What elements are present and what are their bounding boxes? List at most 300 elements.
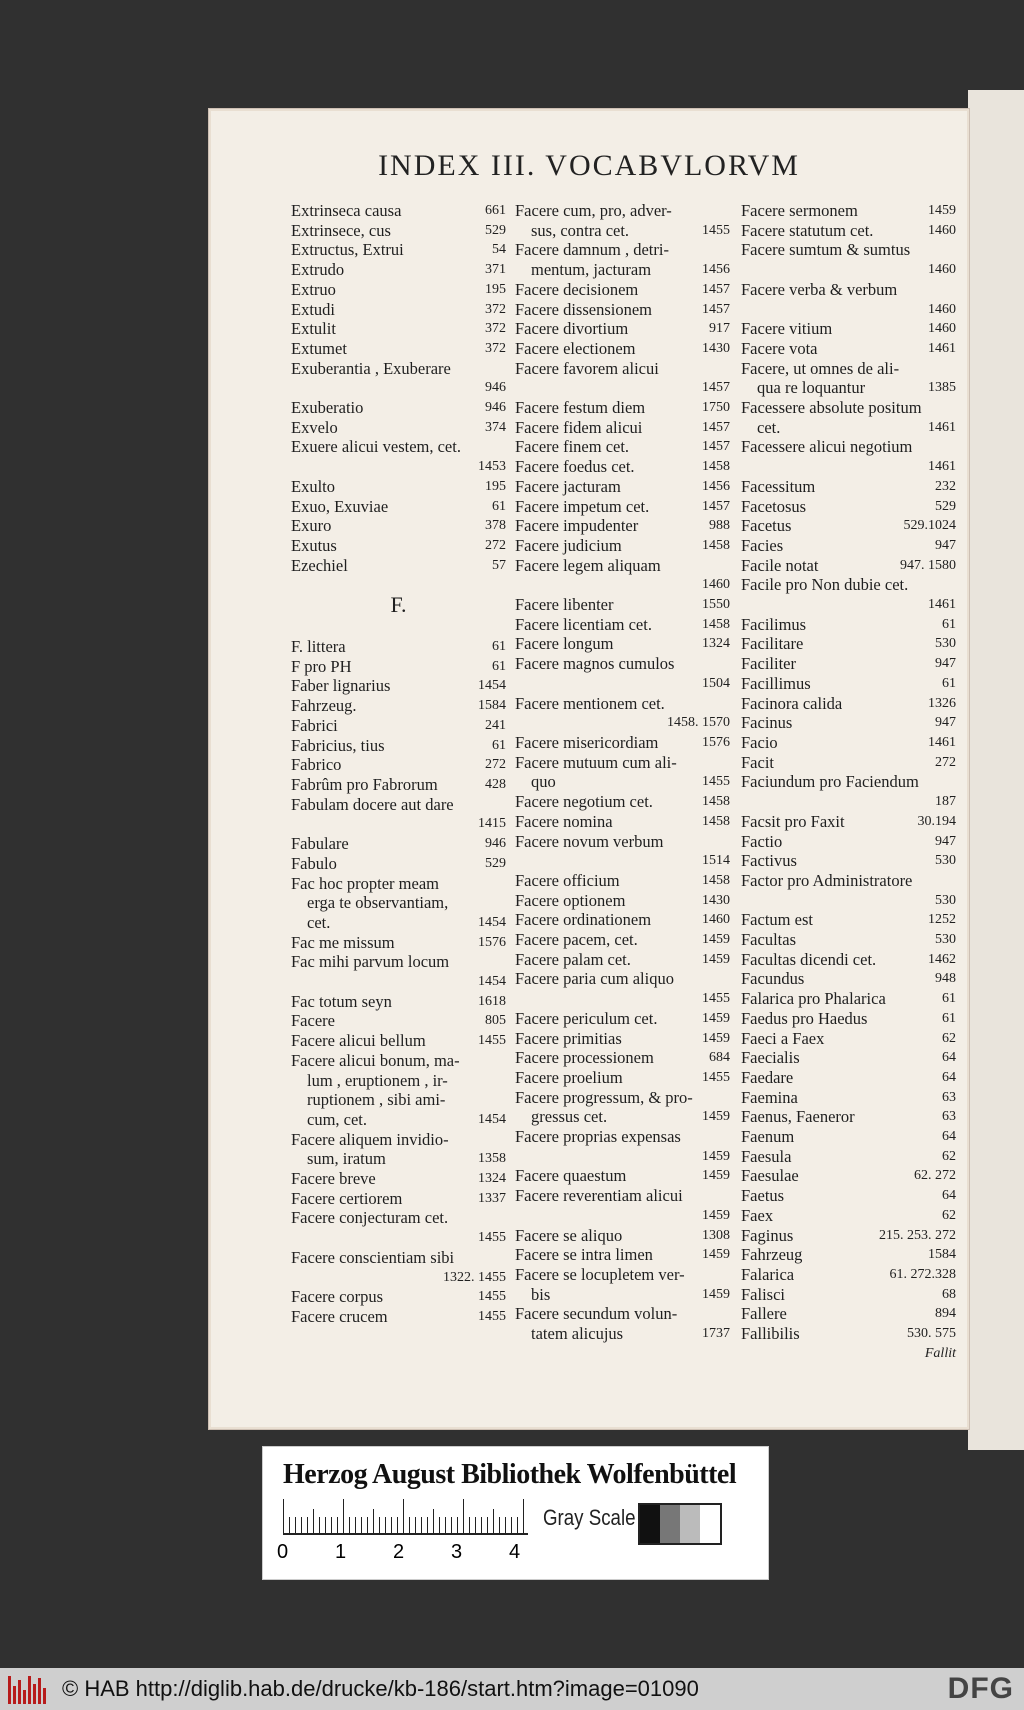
- library-color-card: [262, 1446, 769, 1580]
- index-entry: [291, 516, 506, 536]
- entry-page-number: 1385: [928, 380, 956, 396]
- index-entry: [741, 418, 956, 438]
- entry-term: Fac hoc propter meam: [291, 873, 439, 893]
- entry-page-number: 68: [942, 1286, 956, 1302]
- entry-term: Facere dissensionem: [515, 299, 653, 319]
- entry-term: Facere periculum cet.: [515, 1008, 658, 1028]
- entry-page-number: 684: [709, 1050, 730, 1066]
- index-entry: [741, 1304, 956, 1324]
- entry-term: Facessere alicui negotium: [741, 437, 913, 457]
- entry-page-number: 1462: [928, 951, 956, 967]
- ruler-tick: [481, 1517, 482, 1533]
- index-entry: [515, 595, 730, 615]
- entry-term: Extulit: [291, 319, 336, 339]
- entry-term: lum , eruptionem , ir-: [307, 1070, 448, 1090]
- entry-page-number: 1457: [702, 498, 730, 514]
- entry-page-number: 61. 272.328: [889, 1266, 956, 1282]
- entry-term: Facere finem cet.: [515, 437, 630, 457]
- catchword: Fallit: [924, 1345, 956, 1361]
- entry-page-number: 64: [942, 1188, 956, 1204]
- index-entry: [515, 477, 730, 497]
- entry-page-number: 64: [942, 1050, 956, 1066]
- entry-page-number: 232: [935, 478, 956, 494]
- gray-swatch-black: [640, 1505, 660, 1543]
- ruler-tick: [457, 1517, 458, 1533]
- page-reference: 1458. 1570: [667, 715, 730, 731]
- entry-term: Exuere alicui vestem, cet.: [291, 437, 461, 457]
- entry-term: gressus cet.: [531, 1107, 608, 1127]
- entry-term: Facillimus: [741, 673, 811, 693]
- entry-page-number: 1459: [702, 951, 730, 967]
- index-entry: [741, 634, 956, 654]
- entry-term: Factio: [741, 831, 783, 851]
- index-entry: [515, 418, 730, 438]
- index-entry: [515, 260, 730, 280]
- entry-term: Faetus: [741, 1186, 785, 1206]
- entry-term: Facessere absolute positum: [741, 398, 922, 418]
- entry-term: Facinora calida: [741, 693, 843, 713]
- entry-term: erga te observantiam,: [307, 893, 449, 913]
- gray-swatch-dark: [660, 1505, 680, 1543]
- entry-term: Facere corpus: [291, 1287, 384, 1307]
- entry-term: Facsit pro Faxit: [741, 811, 845, 831]
- section-letter: F.: [390, 592, 407, 618]
- entry-page-number: 371: [485, 262, 506, 278]
- ruler-tick: [343, 1499, 344, 1533]
- page-reference: 1460: [702, 577, 730, 593]
- index-entry: [741, 950, 956, 970]
- index-entry: [515, 1245, 730, 1265]
- entry-term: Facessitum: [741, 476, 816, 496]
- index-column-2: [515, 201, 730, 1344]
- index-entry: [291, 1071, 506, 1091]
- ruler-tick: [385, 1517, 386, 1533]
- index-entry: [291, 657, 506, 677]
- index-entry: [515, 536, 730, 556]
- entry-page-number: 1456: [702, 262, 730, 278]
- entry-term: Facere reverentiam alicui: [515, 1186, 683, 1206]
- entry-page-number: 530: [935, 932, 956, 948]
- index-entry: [291, 221, 506, 241]
- entry-term: quo: [531, 772, 556, 792]
- index-entry: [741, 437, 956, 457]
- index-entry: [741, 398, 956, 418]
- entry-page-number: 894: [935, 1306, 956, 1322]
- entry-term: Faedus pro Haedus: [741, 1008, 868, 1028]
- ruler-number: 0: [277, 1541, 289, 1563]
- index-entry: [515, 733, 730, 753]
- index-entry: [291, 755, 506, 775]
- index-entry: [291, 201, 506, 221]
- index-entry: [741, 477, 956, 497]
- entry-term: Facere magnos cumulos: [515, 654, 675, 674]
- ruler-number: 4: [509, 1541, 521, 1563]
- entry-term: Fabulare: [291, 834, 349, 854]
- entry-page-number: 1358: [478, 1151, 506, 1167]
- entry-term: Faenus, Faeneror: [741, 1107, 855, 1127]
- index-entry: [515, 969, 730, 989]
- entry-page-number: 1457: [702, 301, 730, 317]
- entry-page-number: 1750: [702, 400, 730, 416]
- entry-term: Faemina: [741, 1087, 798, 1107]
- entry-term: Facere libenter: [515, 595, 614, 615]
- entry-term: Facere processionem: [515, 1048, 654, 1068]
- entry-term: mentum, jacturam: [531, 260, 652, 280]
- index-entry: [291, 240, 506, 260]
- entry-term: Facere quaestum: [515, 1166, 627, 1186]
- entry-page-number: 1457: [702, 281, 730, 297]
- ruler-tick: [475, 1517, 476, 1533]
- ruler-tick: [415, 1517, 416, 1533]
- index-entry: [741, 1245, 956, 1265]
- entry-term: Exuo, Exuviae: [291, 496, 389, 516]
- entry-term: qua re loquantur: [757, 378, 866, 398]
- entry-page-number: 530: [935, 636, 956, 652]
- index-entry: [741, 713, 956, 733]
- entry-term: Facile pro Non dubie cet.: [741, 575, 909, 595]
- entry-page-number: 62: [942, 1207, 956, 1223]
- entry-term: Facere verba & verbum: [741, 279, 898, 299]
- index-entry: [291, 536, 506, 556]
- entry-term: Facere se intra limen: [515, 1245, 653, 1265]
- entry-term: Fac mihi parvum locum: [291, 952, 450, 972]
- ruler-tick: [295, 1517, 296, 1533]
- page-reference: 946: [485, 380, 506, 396]
- index-entry: [291, 1149, 506, 1169]
- ruler-tick: [319, 1517, 320, 1533]
- entry-page-number: 946: [485, 400, 506, 416]
- index-entry: [741, 1029, 956, 1049]
- viewer-footer: [0, 1668, 1024, 1710]
- entry-page-number: 1458: [702, 459, 730, 475]
- entry-term: sus, contra cet.: [531, 220, 630, 240]
- entry-page-number: 195: [485, 478, 506, 494]
- entry-term: Falisci: [741, 1284, 785, 1304]
- entry-term: Faciliter: [741, 654, 796, 674]
- entry-page-number: 1457: [702, 439, 730, 455]
- page-reference: 1459: [702, 1207, 730, 1223]
- index-entry: [291, 437, 506, 457]
- entry-page-number: 1458: [702, 813, 730, 829]
- entry-page-number: 948: [935, 971, 956, 987]
- entry-page-number: 1576: [702, 734, 730, 750]
- index-entry: [515, 221, 730, 241]
- entry-page-number: 1459: [702, 1109, 730, 1125]
- entry-page-number: 1576: [478, 934, 506, 950]
- entry-page-number: 378: [485, 518, 506, 534]
- entry-term: Exuro: [291, 516, 332, 536]
- entry-page-number: 947: [935, 537, 956, 553]
- index-entry: [515, 891, 730, 911]
- entry-page-number: 57: [492, 557, 506, 573]
- index-entry: [741, 1068, 956, 1088]
- index-entry: [515, 556, 730, 576]
- index-entry: [741, 1186, 956, 1206]
- entry-term: sum, iratum: [307, 1149, 386, 1169]
- entry-term: Faber lignarius: [291, 676, 391, 696]
- entry-page-number: 529: [935, 498, 956, 514]
- entry-page-number: 1454: [478, 1111, 506, 1127]
- ruler-tick: [337, 1517, 338, 1533]
- entry-term: Fabricius, tius: [291, 735, 385, 755]
- entry-page-number: 30.194: [917, 813, 956, 829]
- entry-term: Facinus: [741, 713, 793, 733]
- entry-term: Facile notat: [741, 555, 819, 575]
- index-entry: [291, 795, 506, 815]
- measurement-ruler: [283, 1499, 528, 1535]
- entry-page-number: 1324: [702, 636, 730, 652]
- hab-logo-icon: [8, 1674, 48, 1704]
- entry-page-number: 1455: [478, 1308, 506, 1324]
- index-entry: [515, 497, 730, 517]
- ruler-tick: [391, 1517, 392, 1533]
- entry-term: Facultas dicendi cet.: [741, 949, 877, 969]
- entry-page-number: 372: [485, 301, 506, 317]
- index-entry: [741, 497, 956, 517]
- entry-term: Facere nomina: [515, 811, 613, 831]
- entry-term: Facies: [741, 535, 784, 555]
- entry-term: Extrinseca causa: [291, 201, 402, 220]
- ruler-tick: [505, 1517, 506, 1533]
- index-entry: [741, 1285, 956, 1305]
- entry-term: Faesulae: [741, 1166, 799, 1186]
- index-entry: [741, 359, 956, 379]
- entry-term: Facere progressum, & pro-: [515, 1087, 693, 1107]
- entry-page-number: 1455: [702, 222, 730, 238]
- index-entry: [515, 1009, 730, 1029]
- entry-page-number: 1455: [702, 774, 730, 790]
- index-entry: [291, 477, 506, 497]
- ruler-tick: [487, 1517, 488, 1533]
- page-reference: 530: [935, 892, 956, 908]
- entry-term: Facere vota: [741, 338, 818, 358]
- entry-term: Exvelo: [291, 417, 338, 437]
- entry-page-number: 1584: [478, 698, 506, 714]
- entry-page-number: 1459: [928, 203, 956, 218]
- index-entry: [741, 871, 956, 891]
- index-entry: [515, 1186, 730, 1206]
- index-entry: [291, 1130, 506, 1150]
- index-entry: [515, 615, 730, 635]
- index-entry: [515, 871, 730, 891]
- entry-term: Facere optionem: [515, 890, 626, 910]
- entry-term: Fallibilis: [741, 1324, 800, 1344]
- entry-page-number: 1461: [928, 340, 956, 356]
- index-entry: [515, 1068, 730, 1088]
- page-reference: 1415: [478, 816, 506, 832]
- entry-page-number: 195: [485, 281, 506, 297]
- entry-term: Facere sumtum & sumtus: [741, 240, 911, 260]
- index-entry: [515, 1048, 730, 1068]
- entry-page-number: 1618: [478, 993, 506, 1009]
- entry-term: Facere impudenter: [515, 516, 639, 536]
- entry-term: Fabulam docere aut dare: [291, 794, 454, 814]
- entry-term: Factivus: [741, 851, 797, 871]
- index-entry: [291, 1248, 506, 1268]
- index-entry: [515, 772, 730, 792]
- entry-term: Faeci a Faex: [741, 1028, 825, 1048]
- index-entry: [291, 280, 506, 300]
- entry-term: Facere fidem alicui: [515, 417, 643, 437]
- entry-term: Facilitare: [741, 634, 804, 654]
- entry-page-number: 1252: [928, 912, 956, 928]
- entry-page-number: 62: [942, 1148, 956, 1164]
- index-entry: [291, 1031, 506, 1051]
- ruler-tick: [403, 1499, 404, 1533]
- index-entry: [515, 280, 730, 300]
- entry-page-number: 1584: [928, 1247, 956, 1263]
- index-entry: [741, 812, 956, 832]
- ruler-tick: [445, 1517, 446, 1533]
- page-title: INDEX III. VOCABVLORVM: [378, 149, 800, 182]
- index-entry: [515, 654, 730, 674]
- entry-term: Facere primitias: [515, 1028, 622, 1048]
- entry-page-number: 54: [492, 242, 506, 258]
- entry-term: Falarica pro Phalarica: [741, 989, 886, 1009]
- entry-term: Facere impetum cet.: [515, 496, 650, 516]
- entry-page-number: 1461: [928, 419, 956, 435]
- ruler-tick: [325, 1517, 326, 1533]
- index-entry: [741, 1127, 956, 1147]
- entry-page-number: 529: [485, 222, 506, 238]
- entry-term: Extructus, Extrui: [291, 240, 404, 260]
- page-reference: 1453: [478, 459, 506, 475]
- index-entry: [515, 1029, 730, 1049]
- entry-page-number: 529: [485, 855, 506, 871]
- index-entry: [515, 1304, 730, 1324]
- index-entry: [515, 1107, 730, 1127]
- index-entry: [741, 536, 956, 556]
- entry-page-number: 1458: [702, 616, 730, 632]
- entry-term: Facere foedus cet.: [515, 457, 635, 477]
- index-entry: [741, 1226, 956, 1246]
- index-entry: [741, 615, 956, 635]
- gray-scale-label: Gray Scale: [543, 1505, 636, 1530]
- index-entry: [741, 1048, 956, 1068]
- index-entry: [291, 736, 506, 756]
- index-entry: [515, 1088, 730, 1108]
- entry-page-number: 1457: [702, 419, 730, 435]
- index-entry: [741, 1107, 956, 1127]
- index-entry: [515, 1226, 730, 1246]
- index-entry: [515, 1265, 730, 1285]
- entry-page-number: 530. 575: [907, 1326, 956, 1342]
- entry-term: Facere secundum volun-: [515, 1304, 678, 1324]
- index-entry: [291, 1307, 506, 1327]
- index-entry: [291, 696, 506, 716]
- index-entry: [291, 1169, 506, 1189]
- index-entry: [515, 812, 730, 832]
- library-name: Herzog August Bibliothek Wolfenbüttel: [283, 1459, 737, 1490]
- index-entry: [515, 950, 730, 970]
- entry-page-number: 917: [709, 321, 730, 337]
- page-reference: 1514: [702, 853, 730, 869]
- ruler-tick: [433, 1509, 434, 1533]
- index-column-1: [291, 201, 506, 1327]
- entry-page-number: 1430: [702, 892, 730, 908]
- entry-term: Facere proelium: [515, 1067, 623, 1087]
- copyright-link[interactable]: © HAB http://diglib.hab.de/drucke/kb-186/start.htm?image=01090: [62, 1676, 699, 1701]
- index-entry: [291, 319, 506, 339]
- entry-page-number: 1459: [702, 1168, 730, 1184]
- ruler-number: 1: [335, 1541, 347, 1563]
- entry-term: Facere mentionem cet.: [515, 693, 665, 713]
- entry-term: Facere: [291, 1011, 335, 1031]
- entry-page-number: 988: [709, 518, 730, 534]
- entry-term: Faciundum pro Faciendum: [741, 772, 919, 792]
- ruler-tick: [469, 1517, 470, 1533]
- entry-term: cet.: [757, 417, 781, 437]
- entry-term: Facere novum verbum: [515, 831, 664, 851]
- entry-term: Facere alicui bonum, ma-: [291, 1050, 460, 1070]
- index-column-3: [741, 201, 956, 1363]
- ruler-tick: [289, 1517, 290, 1533]
- entry-term: Exuberatio: [291, 398, 364, 418]
- index-entry: [515, 1166, 730, 1186]
- entry-term: Fabrico: [291, 755, 342, 775]
- entry-term: Facere crucem: [291, 1306, 388, 1326]
- index-entry: [741, 575, 956, 595]
- entry-term: Facere breve: [291, 1169, 376, 1189]
- entry-term: Facere ordinationem: [515, 910, 652, 930]
- ruler-tick: [463, 1499, 464, 1533]
- entry-term: Facundus: [741, 969, 805, 989]
- index-entry: [291, 716, 506, 736]
- entry-term: Falarica: [741, 1264, 795, 1284]
- index-entry: [515, 398, 730, 418]
- dfg-logo: DFG: [947, 1672, 1014, 1705]
- entry-page-number: 61: [942, 1010, 956, 1026]
- ruler-tick: [349, 1517, 350, 1533]
- entry-term: Facere decisionem: [515, 279, 639, 299]
- entry-term: Facio: [741, 732, 778, 752]
- ruler-number: 2: [393, 1541, 405, 1563]
- entry-page-number: 61: [942, 991, 956, 1007]
- index-entry: [741, 832, 956, 852]
- entry-term: Extudi: [291, 299, 335, 319]
- entry-term: ruptionem , sibi ami-: [307, 1090, 446, 1110]
- index-entry: [741, 772, 956, 792]
- index-entry: [741, 989, 956, 1009]
- index-entry: [515, 792, 730, 812]
- ruler-tick: [439, 1517, 440, 1533]
- page-reference: 1455: [478, 1230, 506, 1246]
- ruler-tick: [409, 1517, 410, 1533]
- entry-page-number: 1458: [702, 794, 730, 810]
- entry-term: Fahrzeug.: [291, 696, 357, 716]
- entry-term: F. littera: [291, 637, 346, 657]
- entry-page-number: 1308: [702, 1227, 730, 1243]
- index-entry: [741, 1147, 956, 1167]
- entry-page-number: 215. 253. 272: [879, 1227, 956, 1243]
- ruler-tick: [331, 1517, 332, 1533]
- entry-page-number: 1460: [702, 912, 730, 928]
- index-entry: [741, 280, 956, 300]
- entry-term: Faesula: [741, 1146, 792, 1166]
- index-entry: [291, 260, 506, 280]
- index-entry: [741, 201, 956, 221]
- index-entry: [515, 300, 730, 320]
- index-entry: [515, 910, 730, 930]
- index-page: [208, 108, 970, 1430]
- page-reference: 1460: [928, 301, 956, 317]
- entry-term: Facere judicium: [515, 535, 622, 555]
- index-entry: [741, 674, 956, 694]
- entry-term: Faenum: [741, 1127, 795, 1147]
- ruler-tick: [301, 1517, 302, 1533]
- index-entry: [515, 1127, 730, 1147]
- entry-page-number: 661: [485, 203, 506, 218]
